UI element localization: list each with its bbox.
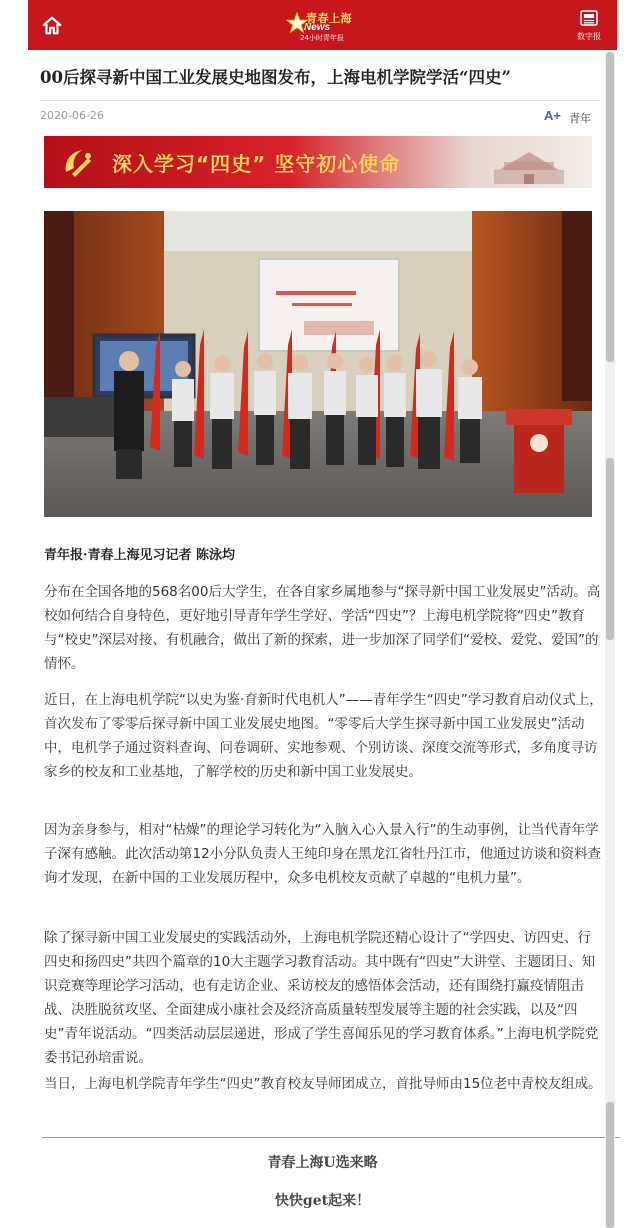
scrollbar-thumb[interactable] <box>606 458 614 640</box>
home-button[interactable] <box>36 10 68 42</box>
logo-title: 青春上海 <box>306 12 352 25</box>
scrollbar-segment-bottom[interactable] <box>606 1102 614 1228</box>
banner-text: 深入学习“四史” 坚守初心使命 <box>112 152 401 176</box>
article-title: 00后探寻新中国工业发展史地图发布，上海电机学院学活“四史” <box>40 68 511 87</box>
title-divider <box>40 100 600 101</box>
digital-paper-button[interactable] <box>574 10 604 44</box>
publish-date: 2020-06-26 <box>40 109 104 122</box>
topic-banner <box>44 136 592 188</box>
page <box>28 0 617 1228</box>
newspaper-icon <box>580 10 598 26</box>
channel-label[interactable]: 青年 <box>569 112 591 125</box>
tiananmen-icon <box>484 140 574 186</box>
logo-subtitle: News <box>304 22 331 33</box>
paragraph-2: 近日，在上海电机学院“以史为鉴·育新时代电机人”——青年学生“四史”学习教育启动仪式上，首次发布了零零后探寻新中国工业发展史地图。“零零后大学生探寻新中国工业发展史”活动中，电机学子通过资料查询、问卷调研、实地参观、个别访谈、深度交流等形式，多角度寻访家乡的校友和工业基地，了解学校的历史和新中国工业发展史。 <box>44 692 603 780</box>
top-bar <box>28 0 617 50</box>
paragraph-5: 当日，上海电机学院青年学生“四史”教育校友导师团成立，首批导师由15位老中青校友组成。 <box>44 1076 602 1092</box>
logo-tagline: 24小时青年报 <box>300 34 344 42</box>
paragraph-3: 因为亲身参与，相对“枯燥”的理论学习转化为“入脑入心入景入行”的生动事例，让当代青年学子深有感触。此次活动第12小分队负责人王纯印身在黑龙江省牡丹江市，他通过访谈和资料查询才发现，在新中国的工业发展历程中，众多电机校友贡献了卓越的“电机力量”。 <box>44 822 602 886</box>
event-photo-image <box>44 211 592 517</box>
byline: 青年报·青春上海见习记者 陈泳均 <box>44 548 236 563</box>
promo-line-1[interactable]: 青春上海U选来略 <box>267 1155 378 1171</box>
event-photo[interactable] <box>44 211 592 517</box>
site-logo[interactable] <box>286 8 362 44</box>
digital-paper-label: 数字报 <box>577 32 601 41</box>
paragraph-4: 除了探寻新中国工业发展史的实践活动外，上海电机学院还精心设计了“学四史、访四史、行四史和扬四史”共四个篇章的10大主题学习教育活动。其中既有“四史”大讲堂、主题团日、知识竞赛等理论学习活动，也有走访企业、采访校友的感悟体会活动，还有围绕打赢疫情阻击战、决胜脱贫攻坚、全面建成小康社会及经济高质量转型发展等主题的社会实践，以及“四史”青年说活动。“四类活动层层递进，形成了学生喜闻乐见的学习教育体系。”上海电机学院党委书记孙培雷说。 <box>44 930 599 1066</box>
promo-line-2[interactable]: 快快get起来！ <box>274 1193 371 1209</box>
party-emblem-icon <box>58 142 98 182</box>
paragraph-1: 分布在全国各地的568名00后大学生，在各自家乡属地参与“探寻新中国工业发展史”活动。高校如何结合自身特色，更好地引导青年学生学好、学活“四史”？上海电机学院将“四史”教育与“校史”深层对接、有机融合，做出了新的探索，进一步加深了同学们“爱校、爱党、爱国”的情怀。 <box>44 584 601 672</box>
scrollbar-segment-top[interactable] <box>606 52 614 362</box>
footer-divider <box>42 1137 620 1138</box>
home-icon <box>41 15 63 37</box>
font-size-button[interactable]: A+ <box>544 108 561 123</box>
